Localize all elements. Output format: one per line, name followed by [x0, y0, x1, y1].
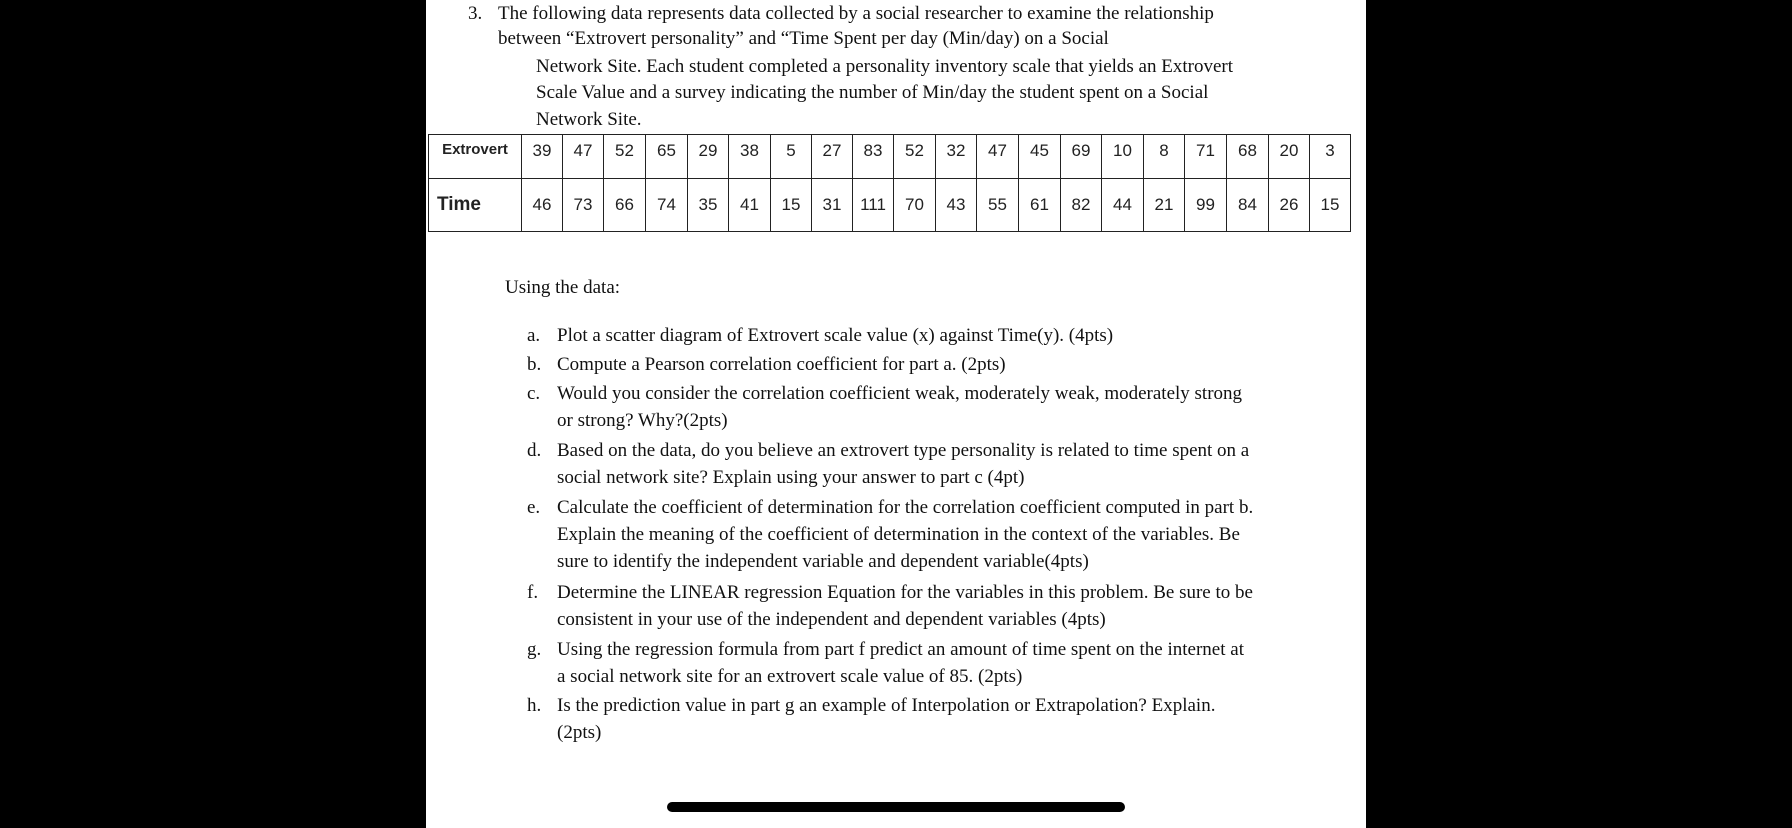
time-value-cell: 74 — [646, 179, 688, 232]
time-value-cell: 61 — [1019, 179, 1061, 232]
extrovert-value-cell: 29 — [688, 135, 729, 179]
part-text-line: (2pts) — [557, 722, 602, 743]
part-text-line: Calculate the coefficient of determination for the correlation coefficient computed in part b. — [557, 497, 1254, 518]
time-value-cell: 43 — [936, 179, 977, 232]
question-number: 3. — [468, 3, 483, 24]
part-text-line: social network site? Explain using your answer to part c (4pt) — [557, 467, 1025, 488]
time-value-cell: 21 — [1144, 179, 1185, 232]
extrovert-value-cell: 47 — [977, 135, 1019, 179]
document-page — [426, 0, 1366, 828]
extrovert-value-cell: 71 — [1185, 135, 1227, 179]
time-value-cell: 15 — [1310, 179, 1351, 232]
question-line-5: Network Site. — [536, 109, 642, 130]
data-table — [428, 134, 1351, 232]
extrovert-value-cell: 39 — [522, 135, 563, 179]
time-value-cell: 26 — [1269, 179, 1310, 232]
extrovert-value-cell: 3 — [1310, 135, 1351, 179]
extrovert-value-cell: 52 — [604, 135, 646, 179]
extrovert-value-cell: 32 — [936, 135, 977, 179]
part-label: b. — [527, 354, 542, 375]
extrovert-value-cell: 52 — [894, 135, 936, 179]
question-line-3: Network Site. Each student completed a personality inventory scale that yields an Extrovert — [536, 56, 1233, 77]
extrovert-value-cell: 69 — [1061, 135, 1102, 179]
part-label: e. — [527, 497, 541, 518]
extrovert-value-cell: 83 — [853, 135, 894, 179]
part-label: a. — [527, 325, 541, 346]
part-label: c. — [527, 383, 541, 404]
time-value-cell: 46 — [522, 179, 563, 232]
time-value-cell: 31 — [812, 179, 853, 232]
extrovert-value-cell: 38 — [729, 135, 771, 179]
part-text-line: sure to identify the independent variable and dependent variable(4pts) — [557, 551, 1089, 572]
part-label: h. — [527, 695, 542, 716]
part-text-line: Compute a Pearson correlation coefficient for part a. (2pts) — [557, 354, 1006, 375]
row-label-time: Time — [429, 179, 522, 232]
time-value-cell: 84 — [1227, 179, 1269, 232]
time-value-cell: 111 — [853, 179, 894, 232]
question-line-4: Scale Value and a survey indicating the number of Min/day the student spent on a Social — [536, 82, 1209, 103]
extrovert-value-cell: 10 — [1102, 135, 1144, 179]
time-value-cell: 99 — [1185, 179, 1227, 232]
time-value-cell: 70 — [894, 179, 936, 232]
part-label: d. — [527, 440, 542, 461]
part-text-line: Would you consider the correlation coefficient weak, moderately weak, moderately strong — [557, 383, 1243, 404]
time-value-cell: 41 — [729, 179, 771, 232]
time-value-cell: 66 — [604, 179, 646, 232]
extrovert-value-cell: 5 — [771, 135, 812, 179]
part-text-line: a social network site for an extrovert scale value of 85. (2pts) — [557, 666, 1023, 687]
part-label: f. — [527, 582, 539, 603]
part-text-line: Based on the data, do you believe an extrovert type personality is related to time spent on a — [557, 440, 1250, 461]
part-text-line: Determine the LINEAR regression Equation for the variables in this problem. Be sure to be — [557, 582, 1253, 603]
extrovert-value-cell: 20 — [1269, 135, 1310, 179]
table-row-time — [429, 179, 1351, 232]
part-text-line: Plot a scatter diagram of Extrovert scale value (x) against Time(y). (4pts) — [557, 325, 1114, 346]
table-row-extrovert — [429, 135, 1351, 179]
extrovert-value-cell: 27 — [812, 135, 853, 179]
extrovert-value-cell: 47 — [563, 135, 604, 179]
time-value-cell: 15 — [771, 179, 812, 232]
extrovert-value-cell: 68 — [1227, 135, 1269, 179]
time-value-cell: 82 — [1061, 179, 1102, 232]
question-line-2: between “Extrovert personality” and “Time Spent per day (Min/day) on a Social — [498, 28, 1109, 49]
question-line-1: The following data represents data collected by a social researcher to examine the relationship — [498, 3, 1214, 24]
home-indicator[interactable] — [667, 802, 1125, 812]
part-label: g. — [527, 639, 542, 660]
extrovert-value-cell: 45 — [1019, 135, 1061, 179]
part-text-line: Is the prediction value in part g an example of Interpolation or Extrapolation? Explain. — [557, 695, 1216, 716]
extrovert-value-cell: 8 — [1144, 135, 1185, 179]
intro-text: Using the data: — [505, 277, 621, 298]
row-label-extrovert: Extrovert — [429, 135, 522, 179]
extrovert-value-cell: 65 — [646, 135, 688, 179]
part-text-line: Explain the meaning of the coefficient of determination in the context of the variables. Be — [557, 524, 1240, 545]
part-text-line: Using the regression formula from part f predict an amount of time spent on the internet at — [557, 639, 1244, 660]
part-text-line: or strong? Why?(2pts) — [557, 410, 728, 431]
part-text-line: consistent in your use of the independent and dependent variables (4pts) — [557, 609, 1106, 630]
time-value-cell: 44 — [1102, 179, 1144, 232]
time-value-cell: 55 — [977, 179, 1019, 232]
time-value-cell: 73 — [563, 179, 604, 232]
time-value-cell: 35 — [688, 179, 729, 232]
